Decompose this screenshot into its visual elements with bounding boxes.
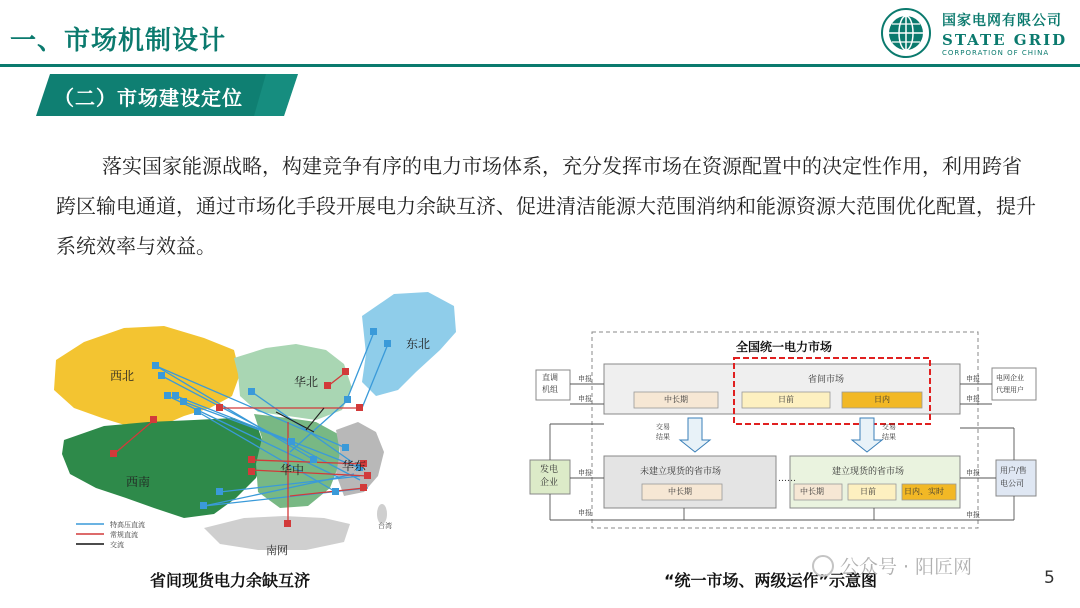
- slide-title: 一、市场机制设计: [10, 26, 227, 56]
- declare-label-2: 申报: [578, 395, 592, 403]
- legend-uhvdc: 特高压直流: [110, 521, 145, 529]
- inter-item-intraday: 日内: [874, 395, 890, 404]
- inter-item-dayahead: 日前: [778, 395, 794, 404]
- section-banner: [36, 74, 298, 116]
- label-central: 华中: [280, 463, 305, 477]
- state-grid-logo: [878, 6, 1074, 60]
- inter-market-label: 省间市场: [808, 375, 845, 385]
- label-taiwan: 台湾: [378, 522, 392, 530]
- result-label-left: 交易 结果: [656, 423, 670, 441]
- wechat-channel-icon: [812, 555, 834, 577]
- map-legend: [76, 520, 145, 549]
- label-northeast: 东北: [406, 337, 431, 351]
- map-caption: 省间现货电力余缺互济: [150, 571, 311, 590]
- legend-hvdc: 常规直流: [110, 531, 138, 539]
- section-title: （二）市场建设定位: [54, 86, 243, 110]
- dispatch-unit-label: 直调 机组: [542, 373, 558, 394]
- declare-label-8: 申报: [966, 511, 980, 519]
- page-number: 5: [1044, 568, 1055, 588]
- spot-item-midlong: 中长期: [800, 487, 824, 496]
- grid-agent-label: 电网企业 代理用户: [996, 374, 1024, 394]
- label-southwest: 西南: [126, 475, 151, 489]
- declare-label-7: 申报: [966, 469, 980, 477]
- declare-label-3: 申报: [578, 469, 592, 477]
- declare-label-4: 申报: [578, 509, 592, 517]
- result-label-right: 交易 结果: [882, 423, 896, 441]
- declare-label-1: 申报: [578, 375, 592, 383]
- no-spot-market-label: 未建立现货的省市场: [640, 467, 722, 477]
- label-south: 南网: [266, 544, 288, 557]
- result-arrow-left: [680, 418, 710, 452]
- watermark-text: 公众号 · 阳匠网: [840, 556, 973, 578]
- body-paragraph: [56, 146, 1036, 266]
- globe-logo-icon: [878, 6, 936, 60]
- header-divider: [0, 64, 1080, 67]
- slide-header: [0, 0, 1080, 70]
- ellipsis-label: ……: [778, 474, 796, 484]
- inter-item-midlong: 中长期: [664, 395, 688, 404]
- national-market-title: 全国统一电力市场: [736, 340, 833, 354]
- declare-label-5: 申报: [966, 375, 980, 383]
- spot-item-realtime: 日内、实时: [904, 487, 944, 496]
- logo-subtitle: CORPORATION OF CHINA: [942, 49, 1050, 57]
- region-taiwan: [377, 504, 387, 524]
- legend-ac: 交流: [110, 541, 124, 549]
- diagram-caption: “统一市场、两级运作”示意图: [664, 571, 878, 590]
- market-structure-diagram: [524, 328, 1040, 536]
- china-grid-map: [44, 292, 484, 560]
- spot-item-dayahead: 日前: [860, 487, 876, 496]
- user-retailer-label: 用户/售 电公司: [1000, 466, 1027, 488]
- logo-english-name: STATE GRID: [942, 31, 1068, 49]
- declare-label-6: 申报: [966, 395, 980, 403]
- label-northwest: 西北: [110, 369, 135, 383]
- logo-chinese-name: 国家电网有限公司: [942, 13, 1062, 29]
- spot-market-label: 建立现货的省市场: [832, 467, 905, 477]
- body-text: 落实国家能源战略，构建竞争有序的电力市场体系，充分发挥市场在资源配置中的决定性作用，利用跨省跨区输电通道，通过市场化手段开展电力余缺互济、促进清洁能源大范围消纳和能源资源大范围优化配置，提升系统效率与效益。: [56, 154, 1036, 258]
- label-north: 华北: [294, 375, 319, 389]
- gen-company-label: 发电 企业: [540, 465, 559, 488]
- wechat-watermark: [812, 552, 972, 579]
- no-spot-item-midlong: 中长期: [668, 487, 692, 496]
- label-east: 华东: [342, 459, 367, 473]
